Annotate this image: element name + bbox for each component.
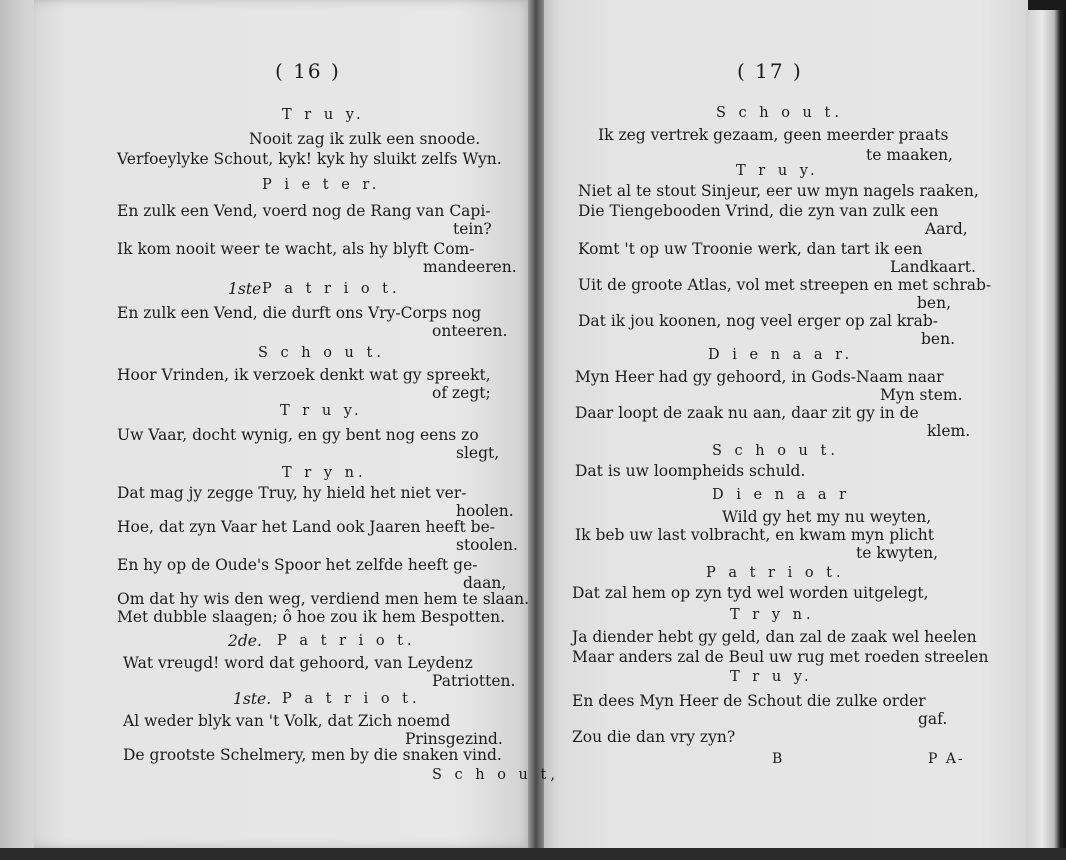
signature-mark: B [772,751,783,767]
speaker-heading: D i e n a a r. [708,347,854,363]
verse-line: Die Tiengebooden Vrind, die zyn van zulk een [578,202,939,220]
book-gutter [528,0,544,860]
verse-line: Ja diender hebt gy geld, dan zal de zaak wel heelen [572,628,977,646]
verse-line: ben, [917,294,952,312]
speaker-heading: S c h o u t. [712,443,839,459]
speaker-heading: S c h o u t. [258,345,385,361]
verse-line: te kwyten, [856,544,939,562]
verse-line: of zegt; [432,384,491,402]
verse-line: Hoor Vrinden, ik verzoek denkt wat gy spreekt, [117,366,491,384]
verse-line: En dees Myn Heer de Schout die zulke order [572,692,926,710]
verse-line: klem. [927,422,971,440]
speaker-heading: T r y n. [730,607,815,623]
verse-line: Ik kom nooit weer te wacht, als hy blyft Com- [117,240,475,258]
verse-line: Niet al te stout Sinjeur, eer uw myn nagels raaken, [578,182,979,200]
verse-line: ben. [921,330,956,348]
verse-line: hoolen. [456,502,514,520]
page-number: ( 16 ) [275,59,341,83]
verse-line: daan, [463,574,507,592]
verse-line: De grootste Schelmery, men by die snaken vind. [123,746,502,764]
speaker-heading: P a t r i o t. [282,691,421,707]
speaker-heading: T r u y. [730,669,813,685]
verse-line: tein? [453,220,492,238]
speaker-heading: D i e n a a r [712,487,851,503]
verse-line: Ik beb uw last volbracht, en kwam myn plicht [575,526,934,544]
verse-line: Nooit zag ik zulk een snoode. [249,130,481,148]
verse-line: Met dubble slaagen; ô hoe zou ik hem Bespotten. [117,608,506,626]
speaker-ordinal: 1ste. [233,690,272,708]
verse-line: Wat vreugd! word dat gehoord, van Leydenz [123,654,473,672]
verse-line: Zou die dan vry zyn? [572,728,736,746]
speaker-ordinal: 1ste [228,280,262,298]
speaker-heading: S c h o u t. [716,105,843,121]
speaker-heading: P a t r i o t. [277,633,416,649]
verse-line: Uit de groote Atlas, vol met streepen en met schrab- [578,276,992,294]
verse-line: En hy op de Oude's Spoor het zelfde heeft ge- [117,556,478,574]
verse-line: En zulk een Vend, die durft ons Vry-Corps nog [117,304,482,322]
verse-line: stoolen. [456,536,518,554]
verse-line: Uw Vaar, docht wynig, en gy bent nog eens zo [117,426,479,444]
verse-line: Aard, [925,220,968,238]
verse-line: Verfoeylyke Schout, kyk! kyk hy sluikt zelfs Wyn. [117,150,502,168]
book-right-edge [1026,10,1066,860]
verse-line: slegt, [456,444,500,462]
verse-line: Myn stem. [880,386,963,404]
verse-line: mandeeren. [423,258,517,276]
verse-line: Ik zeg vertrek gezaam, geen meerder praats [598,126,949,144]
speaker-heading: P a t r i o t. [262,281,401,297]
verse-line: Landkaart. [890,258,976,276]
verse-line: En zulk een Vend, voerd nog de Rang van Capi- [117,202,491,220]
verse-line: Al weder blyk van 't Volk, dat Zich noemd [123,712,451,730]
verse-line: Maar anders zal de Beul uw rug met roeden streelen [572,648,989,666]
verse-line: onteeren. [432,322,508,340]
catchword: P A- [928,751,965,767]
verse-line: Prinsgezind. [405,730,503,748]
verse-line: Dat zal hem op zyn tyd wel worden uitgelegt, [572,584,929,602]
speaker-heading: T r y n. [282,465,367,481]
verse-line: Daar loopt de zaak nu aan, daar zit gy in de [575,404,919,422]
verse-line: gaf. [918,710,948,728]
background-strip [0,848,1066,860]
speaker-heading: T r u y. [280,403,363,419]
speaker-heading: P a t r i o t. [706,565,845,581]
verse-line: Om dat hy wis den weg, verdiend men hem te slaan. [117,590,530,608]
speaker-heading: P i e t e r. [262,177,381,193]
verse-line: Dat is uw loompheids schuld. [575,462,806,480]
verse-line: Wild gy het my nu weyten, [722,508,932,526]
speaker-heading: T r u y. [736,163,819,179]
verse-line: Patriotten. [432,672,516,690]
catchword: S c h o u t, [432,767,559,783]
verse-line: Komt 't op uw Troonie werk, dan tart ik een [578,240,923,258]
speaker-ordinal: 2de. [228,632,262,650]
page-number: ( 17 ) [737,59,803,83]
verse-line: Dat ik jou koonen, nog veel erger op zal krab- [578,312,939,330]
verse-line: Dat mag jy zegge Truy, hy hield het niet ver- [117,484,467,502]
verse-line: te maaken, [866,146,953,164]
verse-line: Myn Heer had gy gehoord, in Gods-Naam naar [575,368,944,386]
speaker-heading: T r u y. [282,107,365,123]
verse-line: Hoe, dat zyn Vaar het Land ook Jaaren heeft be- [117,518,496,536]
